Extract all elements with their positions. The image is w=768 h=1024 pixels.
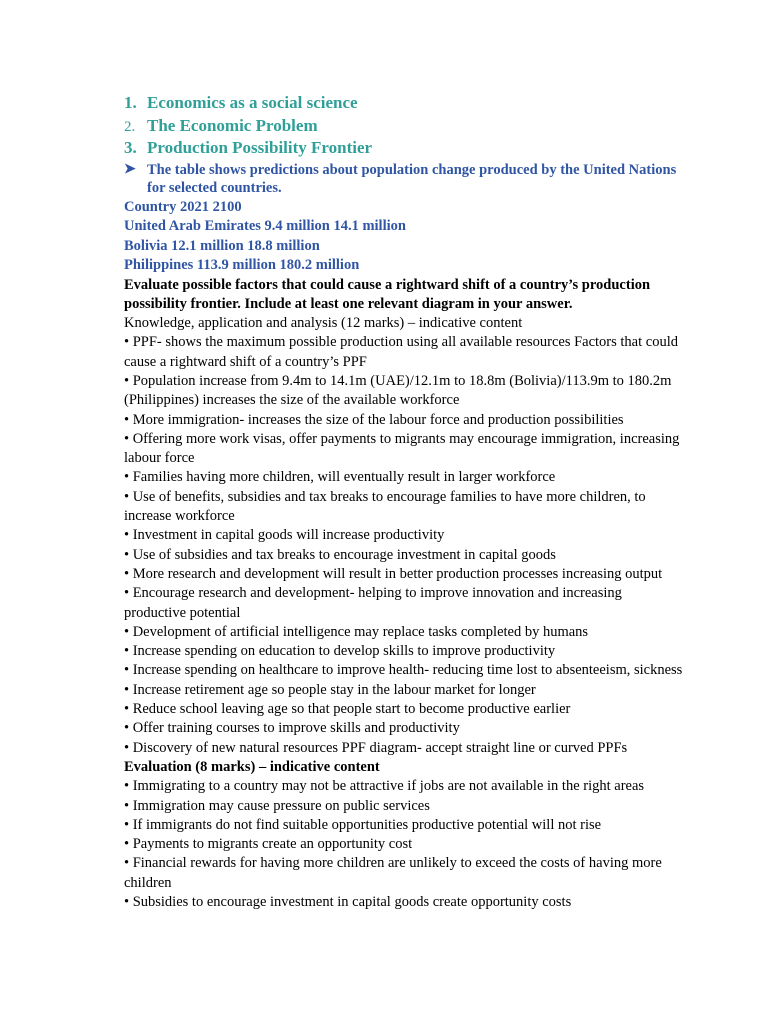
topic-title: The Economic Problem <box>147 115 318 135</box>
evaluation-heading: Evaluation (8 marks) – indicative content <box>124 758 380 775</box>
list-item: • Investment in capital goods will increase productivity <box>124 527 445 544</box>
topic-number: 2. <box>124 118 136 135</box>
list-item: • Payments to migrants create an opportunity cost <box>124 836 413 853</box>
list-item: • Population increase from 9.4m to 14.1m (UAE)/12.1m to 18.8m (Bolivia)/113.9m to 180.2m (Philippines) increases the size of the available workforce <box>124 372 672 409</box>
list-item: • Encourage research and development- helping to improve innovation and increasing productive potential <box>124 585 622 621</box>
evaluation-points-list <box>124 777 684 912</box>
list-item: • Increase spending on education to develop skills to improve productivity <box>124 643 556 660</box>
list-item: • More immigration- increases the size of the labour force and production possibilities <box>124 411 624 428</box>
list-item: • Offering more work visas, offer payments to migrants may encourage immigration, increasing labour force <box>124 430 680 467</box>
list-item: • PPF- shows the maximum possible production using all available resources Factors that could cause a rightward shift of a country’s PPF <box>124 334 678 370</box>
list-item: • Use of subsidies and tax breaks to encourage investment in capital goods <box>124 546 556 563</box>
list-item: • If immigrants do not find suitable opportunities productive potential will not rise <box>124 816 602 833</box>
table-row: Country 2021 2100 <box>124 198 242 215</box>
list-item: • Reduce school leaving age so that people start to become productive earlier <box>124 701 571 718</box>
list-item: • Families having more children, will eventually result in larger workforce <box>124 469 556 486</box>
list-item: • Immigration may cause pressure on public services <box>124 797 430 814</box>
topic-list <box>124 93 684 161</box>
intro-text: The table shows predictions about population change produced by the United Nations for selected countries. <box>147 161 677 196</box>
question-text: Evaluate possible factors that could cause a rightward shift of a country’s production possibility frontier. Include at least one relevant diagram in your answer. <box>124 276 651 312</box>
topic-item <box>124 138 684 161</box>
document-body <box>124 93 684 912</box>
list-item: • Financial rewards for having more children are unlikely to exceed the costs of having more children <box>124 855 662 891</box>
list-item: • More research and development will result in better production processes increasing output <box>124 565 663 582</box>
population-table <box>124 198 684 276</box>
intro-bullet <box>124 161 684 198</box>
topic-item <box>124 93 684 116</box>
topic-title: Production Possibility Frontier <box>147 138 373 157</box>
arrow-bullet-icon: ➤ <box>124 161 136 177</box>
topic-item <box>124 116 684 139</box>
table-row: United Arab Emirates 9.4 million 14.1 million <box>124 218 406 234</box>
list-item: • Immigrating to a country may not be attractive if jobs are not available in the right areas <box>124 778 645 795</box>
list-item: • Use of benefits, subsidies and tax breaks to encourage families to have more children, to increase workforce <box>124 488 646 525</box>
list-item: • Offer training courses to improve skills and productivity <box>124 720 460 737</box>
table-row: Philippines 113.9 million 180.2 million <box>124 257 360 273</box>
list-item: • Increase spending on healthcare to improve health- reducing time lost to absenteeism, sickness • Increase retirement age so people stay in the labour market for longer <box>124 662 683 698</box>
list-item: • Development of artificial intelligence may replace tasks completed by humans <box>124 623 589 640</box>
kaa-heading: Knowledge, application and analysis (12 marks) – indicative content <box>124 315 523 332</box>
kaa-points-list <box>124 333 684 758</box>
list-item: • Subsidies to encourage investment in capital goods create opportunity costs <box>124 894 572 910</box>
topic-number: 3. <box>124 138 137 157</box>
topic-number: 1. <box>124 93 137 112</box>
list-item: • Discovery of new natural resources PPF diagram- accept straight line or curved PPFs <box>124 739 628 756</box>
table-row: Bolivia 12.1 million 18.8 million <box>124 237 320 254</box>
topic-title: Economics as a social science <box>147 93 358 112</box>
